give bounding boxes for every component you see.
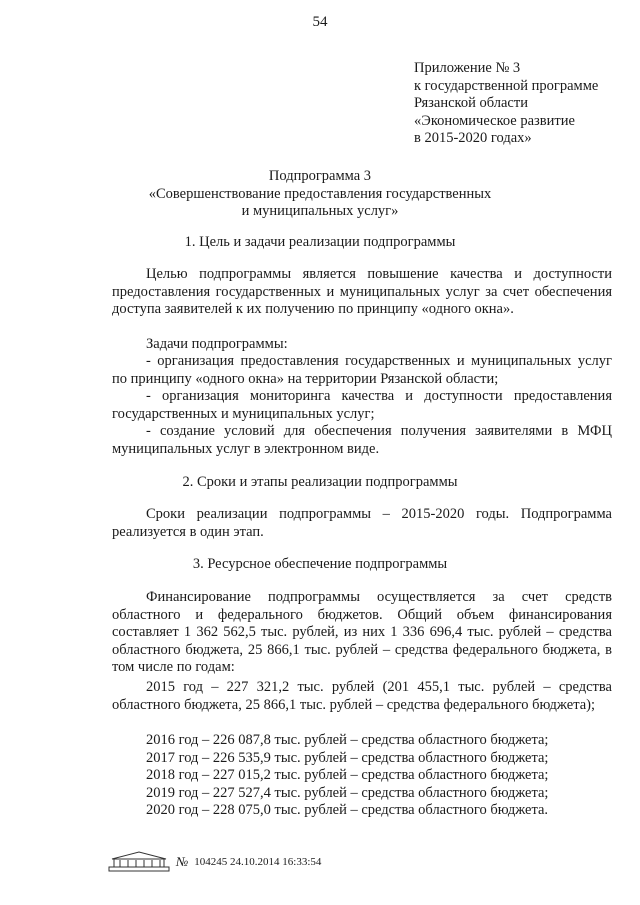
section1-heading: 1. Цель и задачи реализации подпрограммы	[184, 234, 456, 250]
document-footer	[108, 851, 321, 873]
subprogram-title: Подпрограмма 3	[268, 168, 372, 184]
section2-text: Сроки реализации подпрограммы – 2015-2020 годы. Подпрограмма реализуется в один этап.	[112, 506, 612, 540]
year-2015-financing: 2015 год – 227 321,2 тыс. рублей (201 455,1 тыс. рублей – средства областного бюджета, 25 866,1 тыс. рублей – средства федерального бюджета);	[112, 679, 612, 713]
section1-task: - организация мониторинга качества и доступности предоставления государственных и муниципальных услуг;	[112, 388, 612, 422]
section1-task: - создание условий для обеспечения получения заявителями в МФЦ муниципальных услуг в электронном виде.	[112, 423, 612, 457]
appendix-line: в 2015-2020 годах»	[414, 130, 532, 146]
subprogram-name-line: и муниципальных услуг»	[241, 203, 399, 219]
page-number: 54	[312, 14, 328, 30]
building-stamp-icon	[108, 851, 170, 873]
section1-task: - организация предоставления государственных и муниципальных услуг по принципу «одного окна» на территории Рязанской области;	[112, 353, 612, 387]
subprogram-name-line: «Совершенствование предоставления государственных	[148, 185, 492, 202]
section2-heading: 2. Сроки и этапы реализации подпрограммы	[182, 474, 458, 490]
number-mark: №	[176, 854, 189, 869]
appendix-block	[414, 60, 598, 148]
section3-heading: 3. Ресурсное обеспечение подпрограммы	[192, 556, 448, 572]
subprogram-title-block	[0, 168, 640, 221]
appendix-line: «Экономическое развитие	[414, 112, 575, 129]
appendix-line: Рязанской области	[414, 95, 528, 111]
appendix-line: к государственной программе	[414, 77, 599, 94]
section1-goal: Целью подпрограммы является повышение качества и доступности предоставления государственных и муниципальных услуг за счет обеспечения доступа заявителей к их получению по принципу «одного окна».	[112, 266, 612, 317]
year-financing-line: 2016 год – 226 087,8 тыс. рублей – средства областного бюджета;	[146, 732, 549, 748]
year-financing-line: 2020 год – 228 075,0 тыс. рублей – средства областного бюджета.	[146, 802, 549, 818]
year-financing-line: 2017 год – 226 535,9 тыс. рублей – средства областного бюджета;	[146, 750, 549, 766]
section3-text: Финансирование подпрограммы осуществляется за счет средств областного и федерального бюджетов. Общий объем финансирования составляет 1 362 562,5 тыс. рублей, из них 1 336 696,4 тыс. рублей – средства областного бюджета, 25 866,1 тыс. рублей – средства федерального бюджета, в том числе по годам:	[112, 589, 612, 675]
registration-stamp-text: 104245 24.10.2014 16:33:54	[194, 856, 322, 868]
section1-tasks-label: Задачи подпрограммы:	[146, 336, 288, 352]
appendix-line: Приложение № 3	[414, 60, 521, 76]
year-financing-line: 2018 год – 227 015,2 тыс. рублей – средства областного бюджета;	[146, 767, 549, 783]
year-financing-line: 2019 год – 227 527,4 тыс. рублей – средства областного бюджета;	[146, 785, 549, 801]
